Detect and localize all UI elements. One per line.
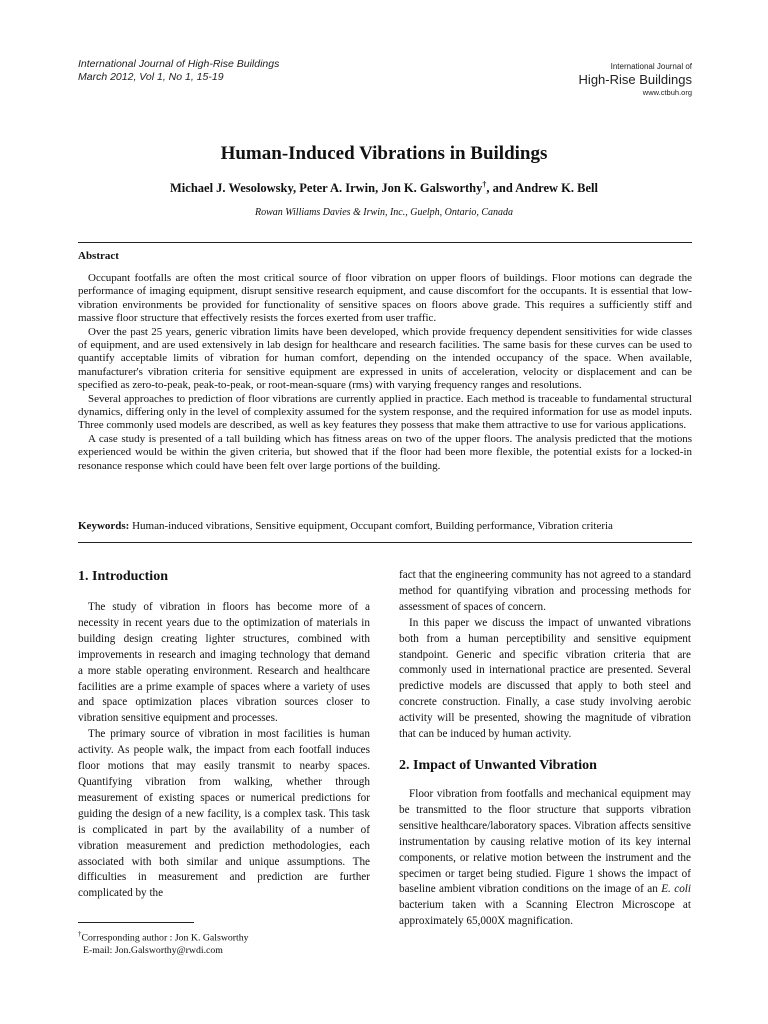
logo-url: www.ctbuh.org [642,88,692,97]
journal-logo [579,62,692,98]
keywords [78,520,692,532]
footnote-mark: † [78,930,82,938]
authors-last: , and Andrew K. Bell [486,181,598,196]
body-paragraph: In this paper we discuss the impact of unwanted vibrations both from a human perceptibility and sensitive equipment standpoint. Generic and specific vibration criteria that are commonly used in international practice are presented. Several predictive models are discussed that apply to both steel and concrete construction. Finally, a case study involving aerobic activity will be presented, showing the magnitude of vibration that can be induced by human activity. [399,616,691,741]
corresponding-mark: † [482,180,487,189]
abstract-paragraph: A case study is presented of a tall building which has fitness areas on two of the upper floors. The analysis predicted that the motions experienced would be within the given criteria, but showed that if the floor had been more flexible, the potential exists for a locked-in resonance response which could have been felt over large portions of the building. [78,432,692,472]
footnote [78,928,249,957]
abstract-paragraph: Occupant footfalls are often the most critical source of floor vibration on upper floors of buildings. Floor motions can degrade the performance of imaging equipment, disrupt sensitive research equipment, and cause discomfort for the occupants. It is essential that low-vibration environments be provided for functionality of sensitive spaces on floors above grade. This requires a sufficiently stiff and massive floor structure that effectively resists the forces exerted from user traffic. [78,272,692,325]
abstract-body [78,272,692,473]
section-heading-introduction: 1. Introduction [78,569,168,584]
footnote-author-text: Corresponding author : Jon K. Galsworthy [81,932,249,944]
issue-info: March 2012, Vol 1, No 1, 15-19 [78,71,224,83]
footnote-email: E-mail: Jon.Galsworthy@rwdi.com [83,944,223,956]
body-text: bacterium taken with a Scanning Electron Microscope at approximately 65,000X magnification. [399,899,691,928]
species-name: E. coli [661,883,692,896]
logo-small-text: International Journal of [610,62,692,71]
body-paragraph [399,787,691,930]
left-column [78,568,370,902]
abstract-paragraph: Several approaches to prediction of floor vibrations are currently applied in practice. Each method is traceable to fundamental structural dynamics, differing only in the level of complexity assumed for the system response, and the required information for use as model inputs. Three commonly used models are described, as well as key features they possess that make them attractive to use for various applications. [78,392,692,432]
logo-title: High-Rise Buildings [578,72,692,87]
abstract-paragraph: Over the past 25 years, generic vibration limits have been developed, which provide frequency dependent sensitivities for wide classes of equipment, and are used extensively in lab design for healthcare and research facilities. The same basis for these curves can be used to quantify acceptable limits of vibration for human comfort, depending on the intended occupancy of the space. When available, manufacturer's vibration criteria for sensitive equipment are expressed in units of acceleration, velocity or displacement and can be specified as zero-to-peak, peak-to-peak, or root-mean-square (rms) with varying frequency ranges and resolutions. [78,325,692,392]
paper-title: Human-Induced Vibrations in Buildings [220,143,548,164]
abstract-heading: Abstract [78,250,119,262]
journal-header [78,58,279,84]
abstract-top-rule [78,242,692,243]
footnote-author [78,928,249,945]
right-column [399,568,691,930]
body-paragraph: The study of vibration in floors has become more of a necessity in recent years due to the optimization of materials in building design creating lighter structures, combined with improvements in research and imaging technology that demand a more stable operating environment. Research and healthcare facilities are a prime example of spaces where a variety of uses and space optimization places vibration sources closer to vibration sensitive equipment and processes. [78,601,370,725]
abstract-bottom-rule [78,542,692,543]
section-heading-impact: 2. Impact of Unwanted Vibration [399,757,597,773]
footnote-rule [78,922,194,923]
journal-name: International Journal of High-Rise Buildings [78,58,280,70]
body-text: Floor vibration from footfalls and mechanical equipment may be transmitted to the floor structure that supports vibration sensitive healthcare/laboratory spaces. Vibration affects sensitive instrumentation by causing relative motion of its key internal components, or relative motion between the instrument and the specimen or target being studied. Figure 1 shows the impact of baseline ambient vibration conditions on the image of an [399,787,691,896]
keywords-label: Keywords: [78,520,130,532]
body-paragraph: The primary source of vibration in most facilities is human activity. As people walk, the impact from each footfall induces floor motions that may easily transmit to nearby spaces. Quantifying vibration from walking, whether through measurement of existing spaces or numerical predictions for guiding the design of a new facility, is a complex task. This task is complicated in part by the availability of a number of vibration measurement and prediction methodologies, each associated with both similar and unique assumptions. The difficulties in measurement and prediction are further complicated by the [78,728,370,900]
affiliation: Rowan Williams Davies & Irwin, Inc., Guelph, Ontario, Canada [254,207,514,218]
body-paragraph-continued: fact that the engineering community has not agreed to a standard method for quantifying vibration and processing methods for assessment of spaces of concern. [399,569,691,613]
authors-main: Michael J. Wesolowsky, Peter A. Irwin, Jon K. Galsworthy [170,181,483,196]
author-list [0,180,768,196]
keywords-list: Human-induced vibrations, Sensitive equipment, Occupant comfort, Building performance, Vibration criteria [132,520,613,532]
